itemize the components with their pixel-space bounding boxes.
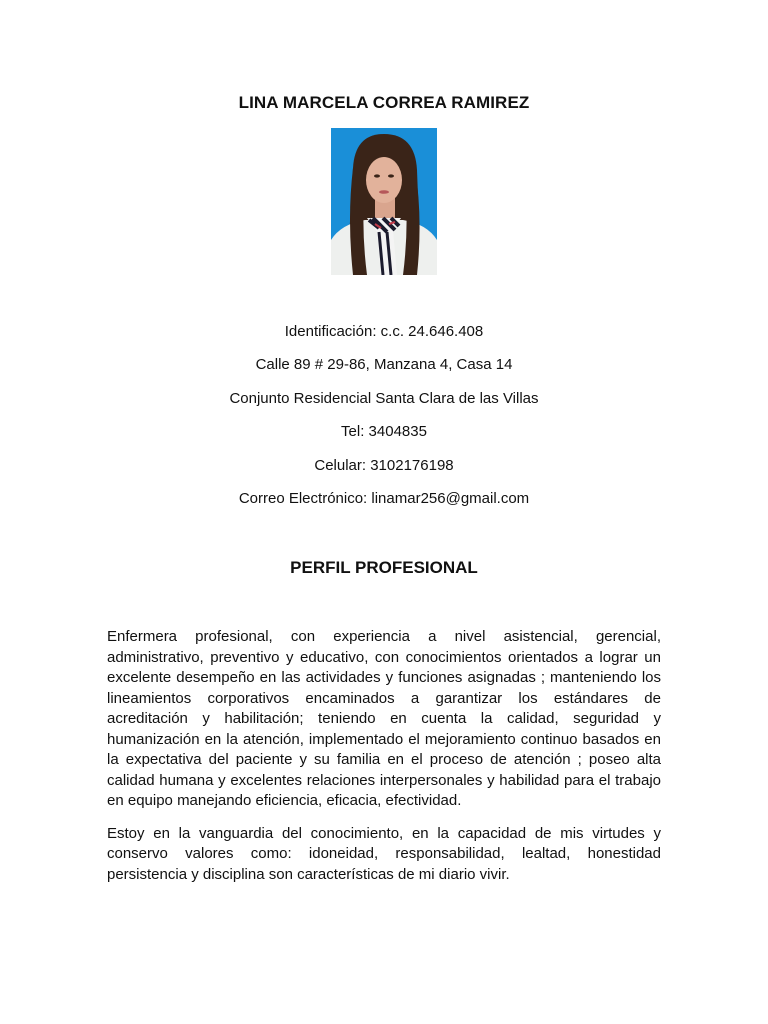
profile-paragraph: Enfermera profesional, con experiencia a nivel asistencial, gerencial, administrativo, preventivo y educativo, con conocimientos orientados a lograr un excelente desempeño en las actividades y funciones asignadas ; manteniendo los lineamientos corporativos encaminados a garantizar los estándares de acreditación y habilitación; teniendo en cuenta la calidad, seguridad y humanización en la atención, implementado el mejoramiento continuo basados en la expectativa del paciente y su familia en el proceso de atención ; poseo alta calidad humana y excelentes relaciones interpersonales y habilidad para el trabajo en equipo manejando eficiencia, eficacia, efectividad. (107, 628, 661, 809)
profile-section-title: PERFIL PROFESIONAL (290, 558, 478, 577)
residential-complex-text: Conjunto Residencial Santa Clara de las Villas (229, 389, 539, 407)
name-heading: LINA MARCELA CORREA RAMIREZ (238, 93, 530, 112)
phone-text: Tel: 3404835 (341, 423, 427, 441)
email-text: Correo Electrónico: linamar256@gmail.com (238, 489, 530, 507)
profile-paragraph: Estoy en la vanguardia del conocimiento, en la capacidad de mis virtudes y conservo valores como: idoneidad, responsabilidad, lealtad, honestidad persistencia y disciplina son características de mi diario vivir. (107, 824, 661, 883)
portrait-photo (331, 128, 437, 275)
contact-block (0, 322, 768, 522)
mobile-text: Celular: 3102176198 (314, 456, 454, 474)
address-text: Calle 89 # 29-86, Manzana 4, Casa 14 (255, 356, 513, 374)
identification-text: Identificación: c.c. 24.646.408 (284, 323, 484, 340)
profile-body (107, 627, 661, 897)
